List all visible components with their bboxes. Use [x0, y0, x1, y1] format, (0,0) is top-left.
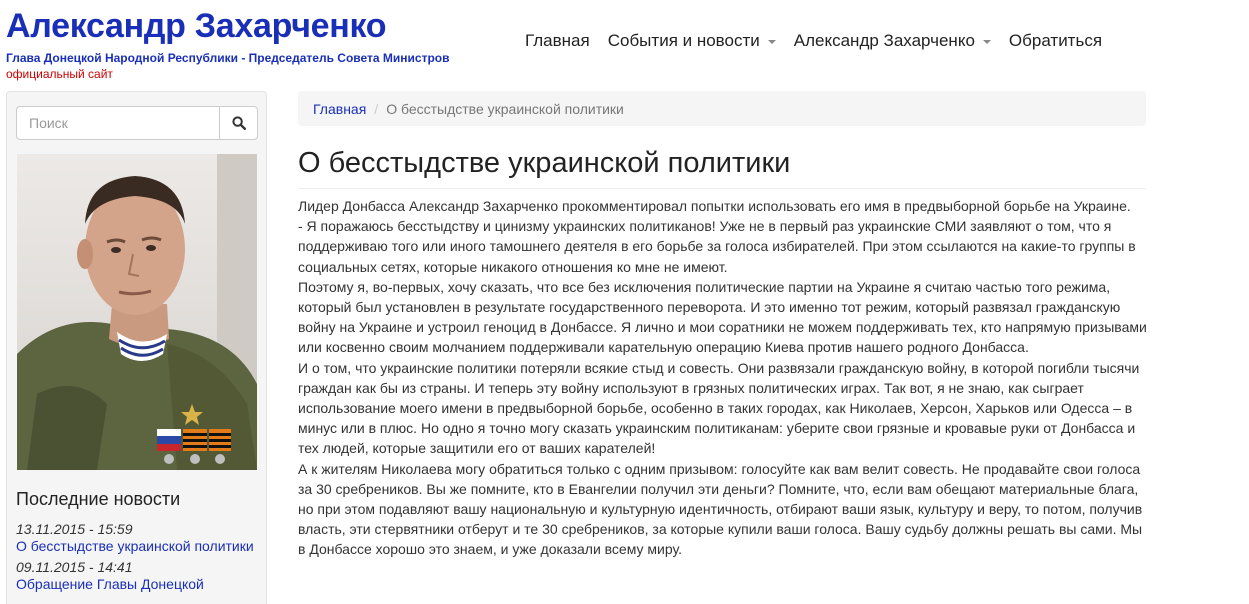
news-date: 13.11.2015 - 15:59: [16, 521, 133, 537]
list-item: [16, 558, 256, 592]
sidebar: [6, 91, 267, 604]
breadcrumb-separator: /: [374, 100, 379, 117]
article-body: [298, 196, 1148, 560]
nav-item-contact[interactable]: [1000, 30, 1111, 52]
article-paragraph: А к жителям Николаева могу обратиться только с одним призывом: голосуйте как вам велит совесть. Не продавайте свои голоса за 30 сребреников. Вы же помните, кто в Евангелии получил эти деньги? Помните, что, если вам обещают материальные блага, но при этом подавляют вашу национальную и культурную идентичность, отбирают ваши язык, культуру и веру, то потом, получив власть, эти стервятники отберут и те 30 сребреников, за которые купили ваши голоса. Вашу судьбу должны решать вы сами. Мы в Донбассе хорошо это знаем, и уже доказали всему миру.: [298, 460, 1143, 558]
search-input[interactable]: [16, 106, 219, 140]
nav-item-zakharchenko[interactable]: [785, 30, 1000, 52]
nav-item-events-news[interactable]: [599, 30, 785, 52]
site-subtitle: Глава Донецкой Народной Республики - Председатель Совета Министров: [6, 51, 450, 65]
nav-item-label: Александр Захарченко: [793, 31, 975, 50]
list-item: [16, 520, 256, 554]
search-form: [16, 106, 258, 140]
caret-down-icon: [983, 40, 991, 44]
nav-item-label: События и новости: [607, 31, 760, 50]
breadcrumb: [298, 91, 1146, 126]
nav-item-label: Обратиться: [1008, 31, 1103, 50]
nav-item-home[interactable]: [516, 30, 599, 52]
news-date: 09.11.2015 - 14:41: [16, 559, 133, 575]
search-icon: [232, 116, 246, 130]
breadcrumb-current: О бесстыдстве украинской политики: [386, 100, 624, 117]
news-list: [16, 520, 256, 596]
main-nav: [516, 29, 1111, 53]
site-title[interactable]: Александр Захарченко: [6, 7, 387, 45]
article-paragraph: И о том, что украинские политики потеряли всякие стыд и совесть. Они развязали гражданскую войну, в которой погибли тысячи граждан как бы из страны. И теперь эту войну используют в грязных политических играх. Так вот, я не знаю, как сыграет использование моего имени в предвыборной борьбе, особенно в таких городах, как Николаев, Херсон, Харьков или Одесса – в минус или в плюс. Но одно я точно могу сказать украинским политиканам: уберите свои грязные и кровавые руки от Донбасса и тех людей, которые защитили его от ваших карателей!: [298, 359, 1140, 457]
title-divider: [298, 188, 1146, 189]
site-header: [0, 0, 1249, 84]
site-official-label: официальный сайт: [6, 67, 113, 81]
portrait-photo: [17, 154, 257, 470]
breadcrumb-home-link[interactable]: Главная: [313, 100, 367, 117]
news-link[interactable]: О бесстыдстве украинской политики: [16, 538, 254, 554]
latest-news-heading: Последние новости: [16, 489, 181, 509]
page-title: О бесстыдстве украинской политики: [298, 147, 791, 179]
nav-item-label: Главная: [525, 31, 590, 50]
article-paragraph: - Я поражаюсь бесстыдству и цинизму украинских политиканов! Уже не в первый раз украинские СМИ заявляют о том, что я поддерживаю того или иного тамошнего деятеля в его борьбе за голоса избирателей. При этом ссылаются на какие-то группы в социальных сетях, которые никакого отношения ко мне не имеют.: [298, 218, 1136, 275]
caret-down-icon: [768, 40, 776, 44]
article-paragraph: Лидер Донбасса Александр Захарченко прокомментировал попытки использовать его имя в предвыборной борьбе на Украине.: [298, 198, 1131, 214]
news-link[interactable]: Обращение Главы Донецкой: [16, 576, 204, 592]
article-paragraph: Поэтому я, во-первых, хочу сказать, что все без исключения политические партии на Украине я считаю частью того режима, который был установлен в результате государственного переворота. И это именно тот режим, который развязал гражданскую войну на Украине и устроил геноцид в Донбассе. Я лично и мои соратники не можем поддерживать тех, кто напрямую призывами или косвенно своим молчанием поддерживали карательную операцию Киева против нашего родного Донбасса.: [298, 278, 1147, 356]
search-button[interactable]: [219, 106, 258, 140]
